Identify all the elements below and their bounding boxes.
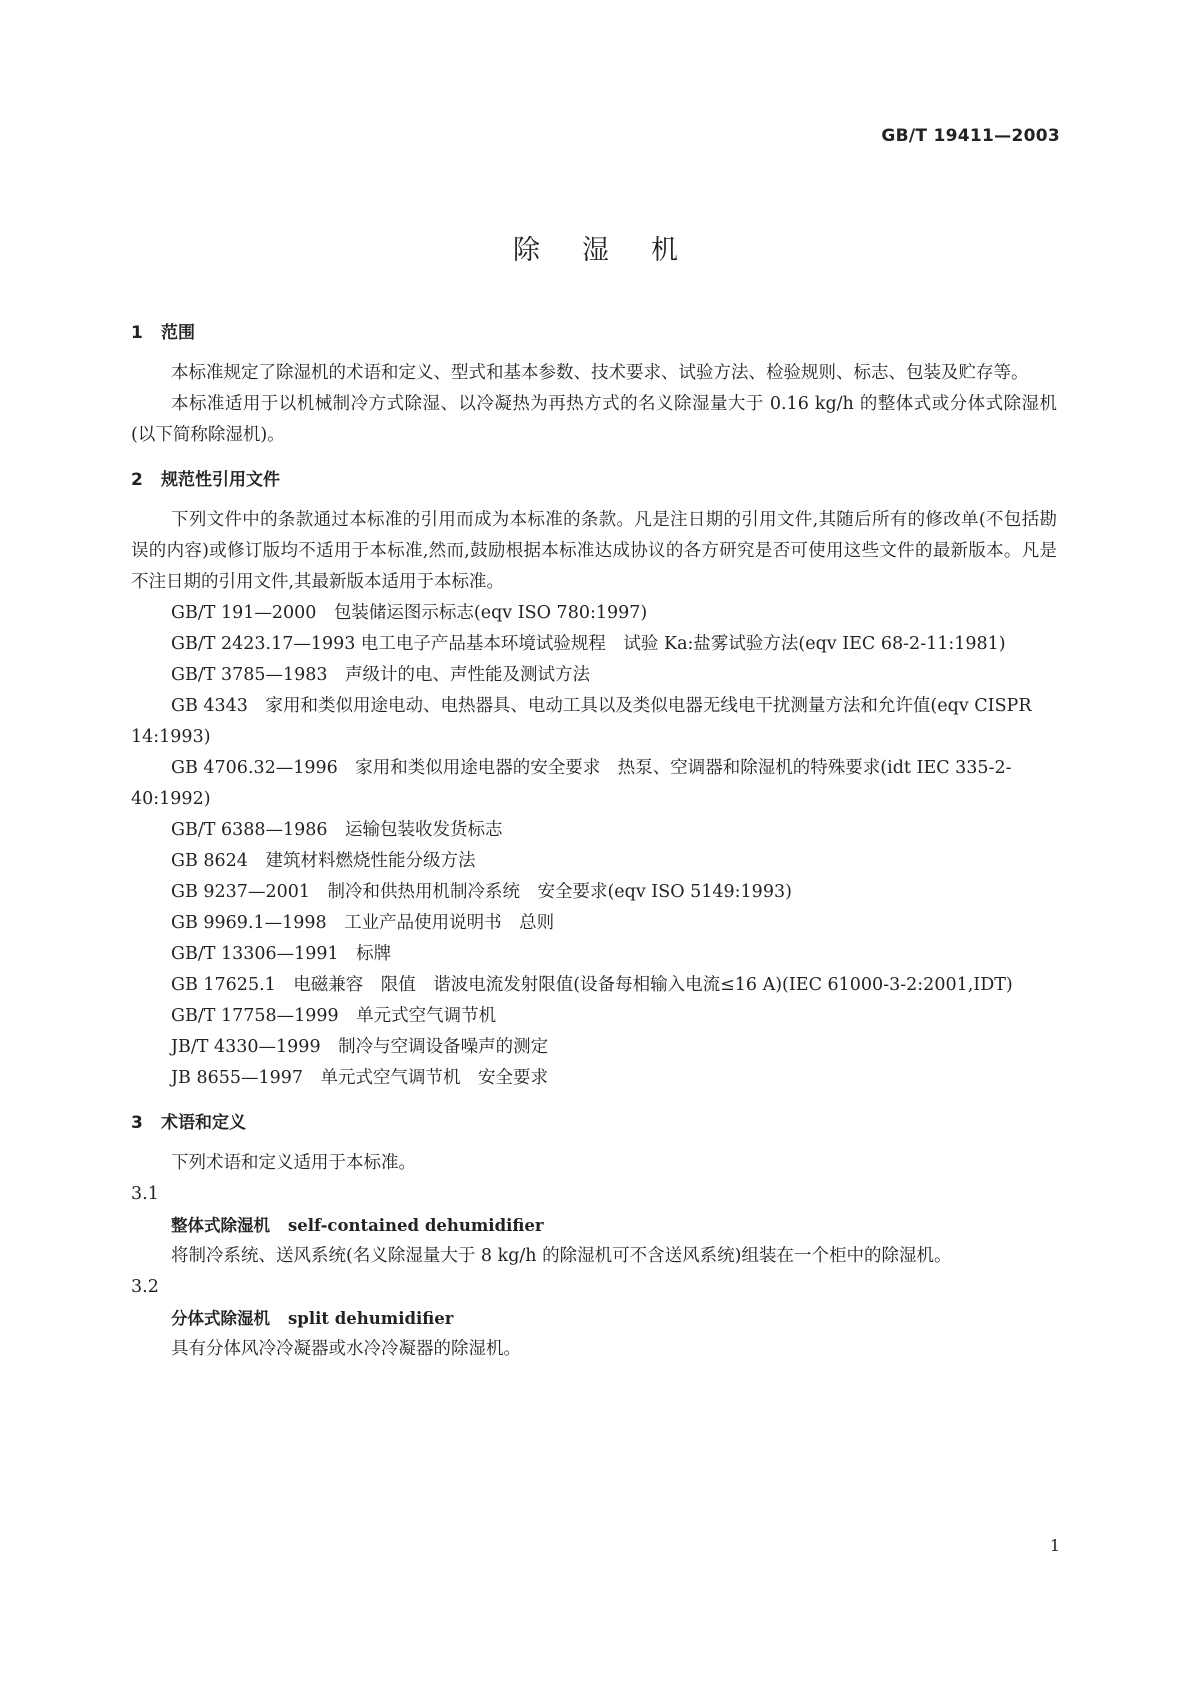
reference-item: GB 4706.32—1996 家用和类似用途电器的安全要求 热泵、空调器和除湿机的特殊要求(idt IEC 335-2-40:1992) xyxy=(131,758,1012,809)
reference-item: GB/T 191—2000 包装储运图示标志(eqv ISO 780:1997) xyxy=(171,603,648,623)
section-title: 规范性引用文件 xyxy=(161,470,280,490)
page-number: 1 xyxy=(1049,1536,1060,1555)
section-heading-terms xyxy=(131,1108,1057,1138)
term-en: split dehumidifier xyxy=(288,1309,454,1328)
section-heading-normative-references xyxy=(131,465,1057,495)
reference-item: GB/T 6388—1986 运输包装收发货标志 xyxy=(171,820,503,840)
reference-item: GB 9969.1—1998 工业产品使用说明书 总则 xyxy=(171,913,555,933)
term-heading xyxy=(131,1303,1057,1334)
reference-item: GB 9237—2001 制冷和供热用机制冷系统 安全要求(eqv ISO 5149:1993) xyxy=(171,882,792,902)
term-heading xyxy=(131,1210,1057,1241)
reference-item: JB/T 4330—1999 制冷与空调设备噪声的测定 xyxy=(171,1037,549,1057)
document-body xyxy=(131,318,1057,1365)
reference-item: GB/T 13306—1991 标牌 xyxy=(171,944,392,964)
paragraph: 本标准规定了除湿机的术语和定义、型式和基本参数、技术要求、试验方法、检验规则、标志、包装及贮存等。 xyxy=(171,363,1029,383)
document-title: 除湿机 xyxy=(513,235,720,266)
clause-number: 3.2 xyxy=(131,1277,159,1297)
section-heading-scope xyxy=(131,318,1057,348)
term-definition: 具有分体风冷冷凝器或水冷冷凝器的除湿机。 xyxy=(171,1339,521,1359)
reference-item: GB 17625.1 电磁兼容 限值 谐波电流发射限值(设备每相输入电流≤16 A)(IEC 61000-3-2:2001,IDT) xyxy=(171,975,1013,995)
section-number: 1 xyxy=(131,323,143,343)
paragraph: 下列文件中的条款通过本标准的引用而成为本标准的条款。凡是注日期的引用文件,其随后所有的修改单(不包括勘误的内容)或修订版均不适用于本标准,然而,鼓励根据本标准达成协议的各方研究是否可使用这些文件的最新版本。凡是不注日期的引用文件,其最新版本适用于本标准。 xyxy=(131,510,1057,592)
term-zh: 分体式除湿机 xyxy=(171,1309,270,1328)
section-number: 2 xyxy=(131,470,143,490)
section-number: 3 xyxy=(131,1113,143,1133)
term-zh: 整体式除湿机 xyxy=(171,1216,270,1235)
term-definition: 将制冷系统、送风系统(名义除湿量大于 8 kg/h 的除湿机可不含送风系统)组装在一个柜中的除湿机。 xyxy=(171,1246,952,1266)
reference-item: GB/T 3785—1983 声级计的电、声性能及测试方法 xyxy=(171,665,591,685)
reference-item: GB 8624 建筑材料燃烧性能分级方法 xyxy=(171,851,476,871)
reference-item: JB 8655—1997 单元式空气调节机 安全要求 xyxy=(171,1068,549,1088)
term-en: self-contained dehumidifier xyxy=(288,1216,544,1235)
reference-item: GB/T 2423.17—1993 电工电子产品基本环境试验规程 试验 Ka:盐雾试验方法(eqv IEC 68-2-11:1981) xyxy=(171,634,1006,654)
standard-code: GB/T 19411—2003 xyxy=(881,126,1060,146)
paragraph: 下列术语和定义适用于本标准。 xyxy=(171,1153,416,1173)
paragraph: 本标准适用于以机械制冷方式除湿、以冷凝热为再热方式的名义除湿量大于 0.16 kg/h 的整体式或分体式除湿机(以下简称除湿机)。 xyxy=(131,394,1057,445)
reference-item: GB 4343 家用和类似用途电动、电热器具、电动工具以及类似电器无线电干扰测量方法和允许值(eqv CISPR 14:1993) xyxy=(131,696,1032,747)
clause-number: 3.1 xyxy=(131,1184,159,1204)
section-title: 范围 xyxy=(161,323,195,343)
reference-item: GB/T 17758—1999 单元式空气调节机 xyxy=(171,1006,497,1026)
section-title: 术语和定义 xyxy=(161,1113,246,1133)
